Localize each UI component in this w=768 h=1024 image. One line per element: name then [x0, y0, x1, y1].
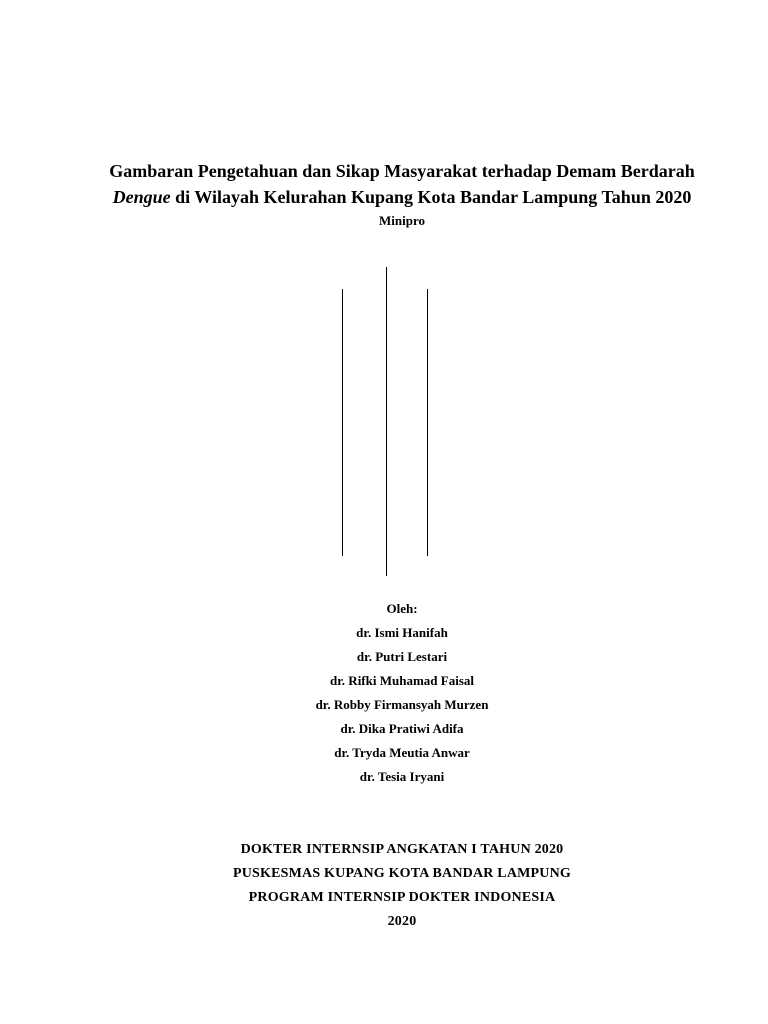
- institution-line: DOKTER INTERNSIP ANGKATAN I TAHUN 2020: [240, 842, 564, 857]
- decorative-line-center: [386, 267, 387, 576]
- by-label: Oleh:: [386, 601, 418, 616]
- author-name: dr. Tryda Meutia Anwar: [334, 745, 470, 760]
- author-name: dr. Ismi Hanifah: [356, 625, 448, 640]
- authors-block: [0, 597, 768, 789]
- author-name: dr. Robby Firmansyah Murzen: [315, 697, 489, 712]
- title-line-2-rest: di Wilayah Kelurahan Kupang Kota Bandar Lampung Tahun 2020: [170, 187, 692, 207]
- title-line-1: Gambaran Pengetahuan dan Sikap Masyarakat terhadap Demam Berdarah: [109, 161, 695, 181]
- decorative-line-left: [342, 289, 343, 556]
- document-title: [0, 158, 768, 210]
- decorative-line-right: [427, 289, 428, 556]
- institution-block: [0, 838, 768, 934]
- title-italic-term: Dengue: [112, 187, 171, 207]
- author-name: dr. Rifki Muhamad Faisal: [330, 673, 474, 688]
- author-name: dr. Putri Lestari: [356, 649, 448, 664]
- year-line: 2020: [387, 914, 417, 929]
- author-name: dr. Dika Pratiwi Adifa: [340, 721, 464, 736]
- document-subtitle: Minipro: [379, 213, 425, 228]
- author-name: dr. Tesia Iryani: [359, 769, 445, 784]
- institution-line: PUSKESMAS KUPANG KOTA BANDAR LAMPUNG: [232, 866, 572, 881]
- institution-line: PROGRAM INTERNSIP DOKTER INDONESIA: [248, 890, 556, 905]
- title-line-2: [0, 184, 768, 210]
